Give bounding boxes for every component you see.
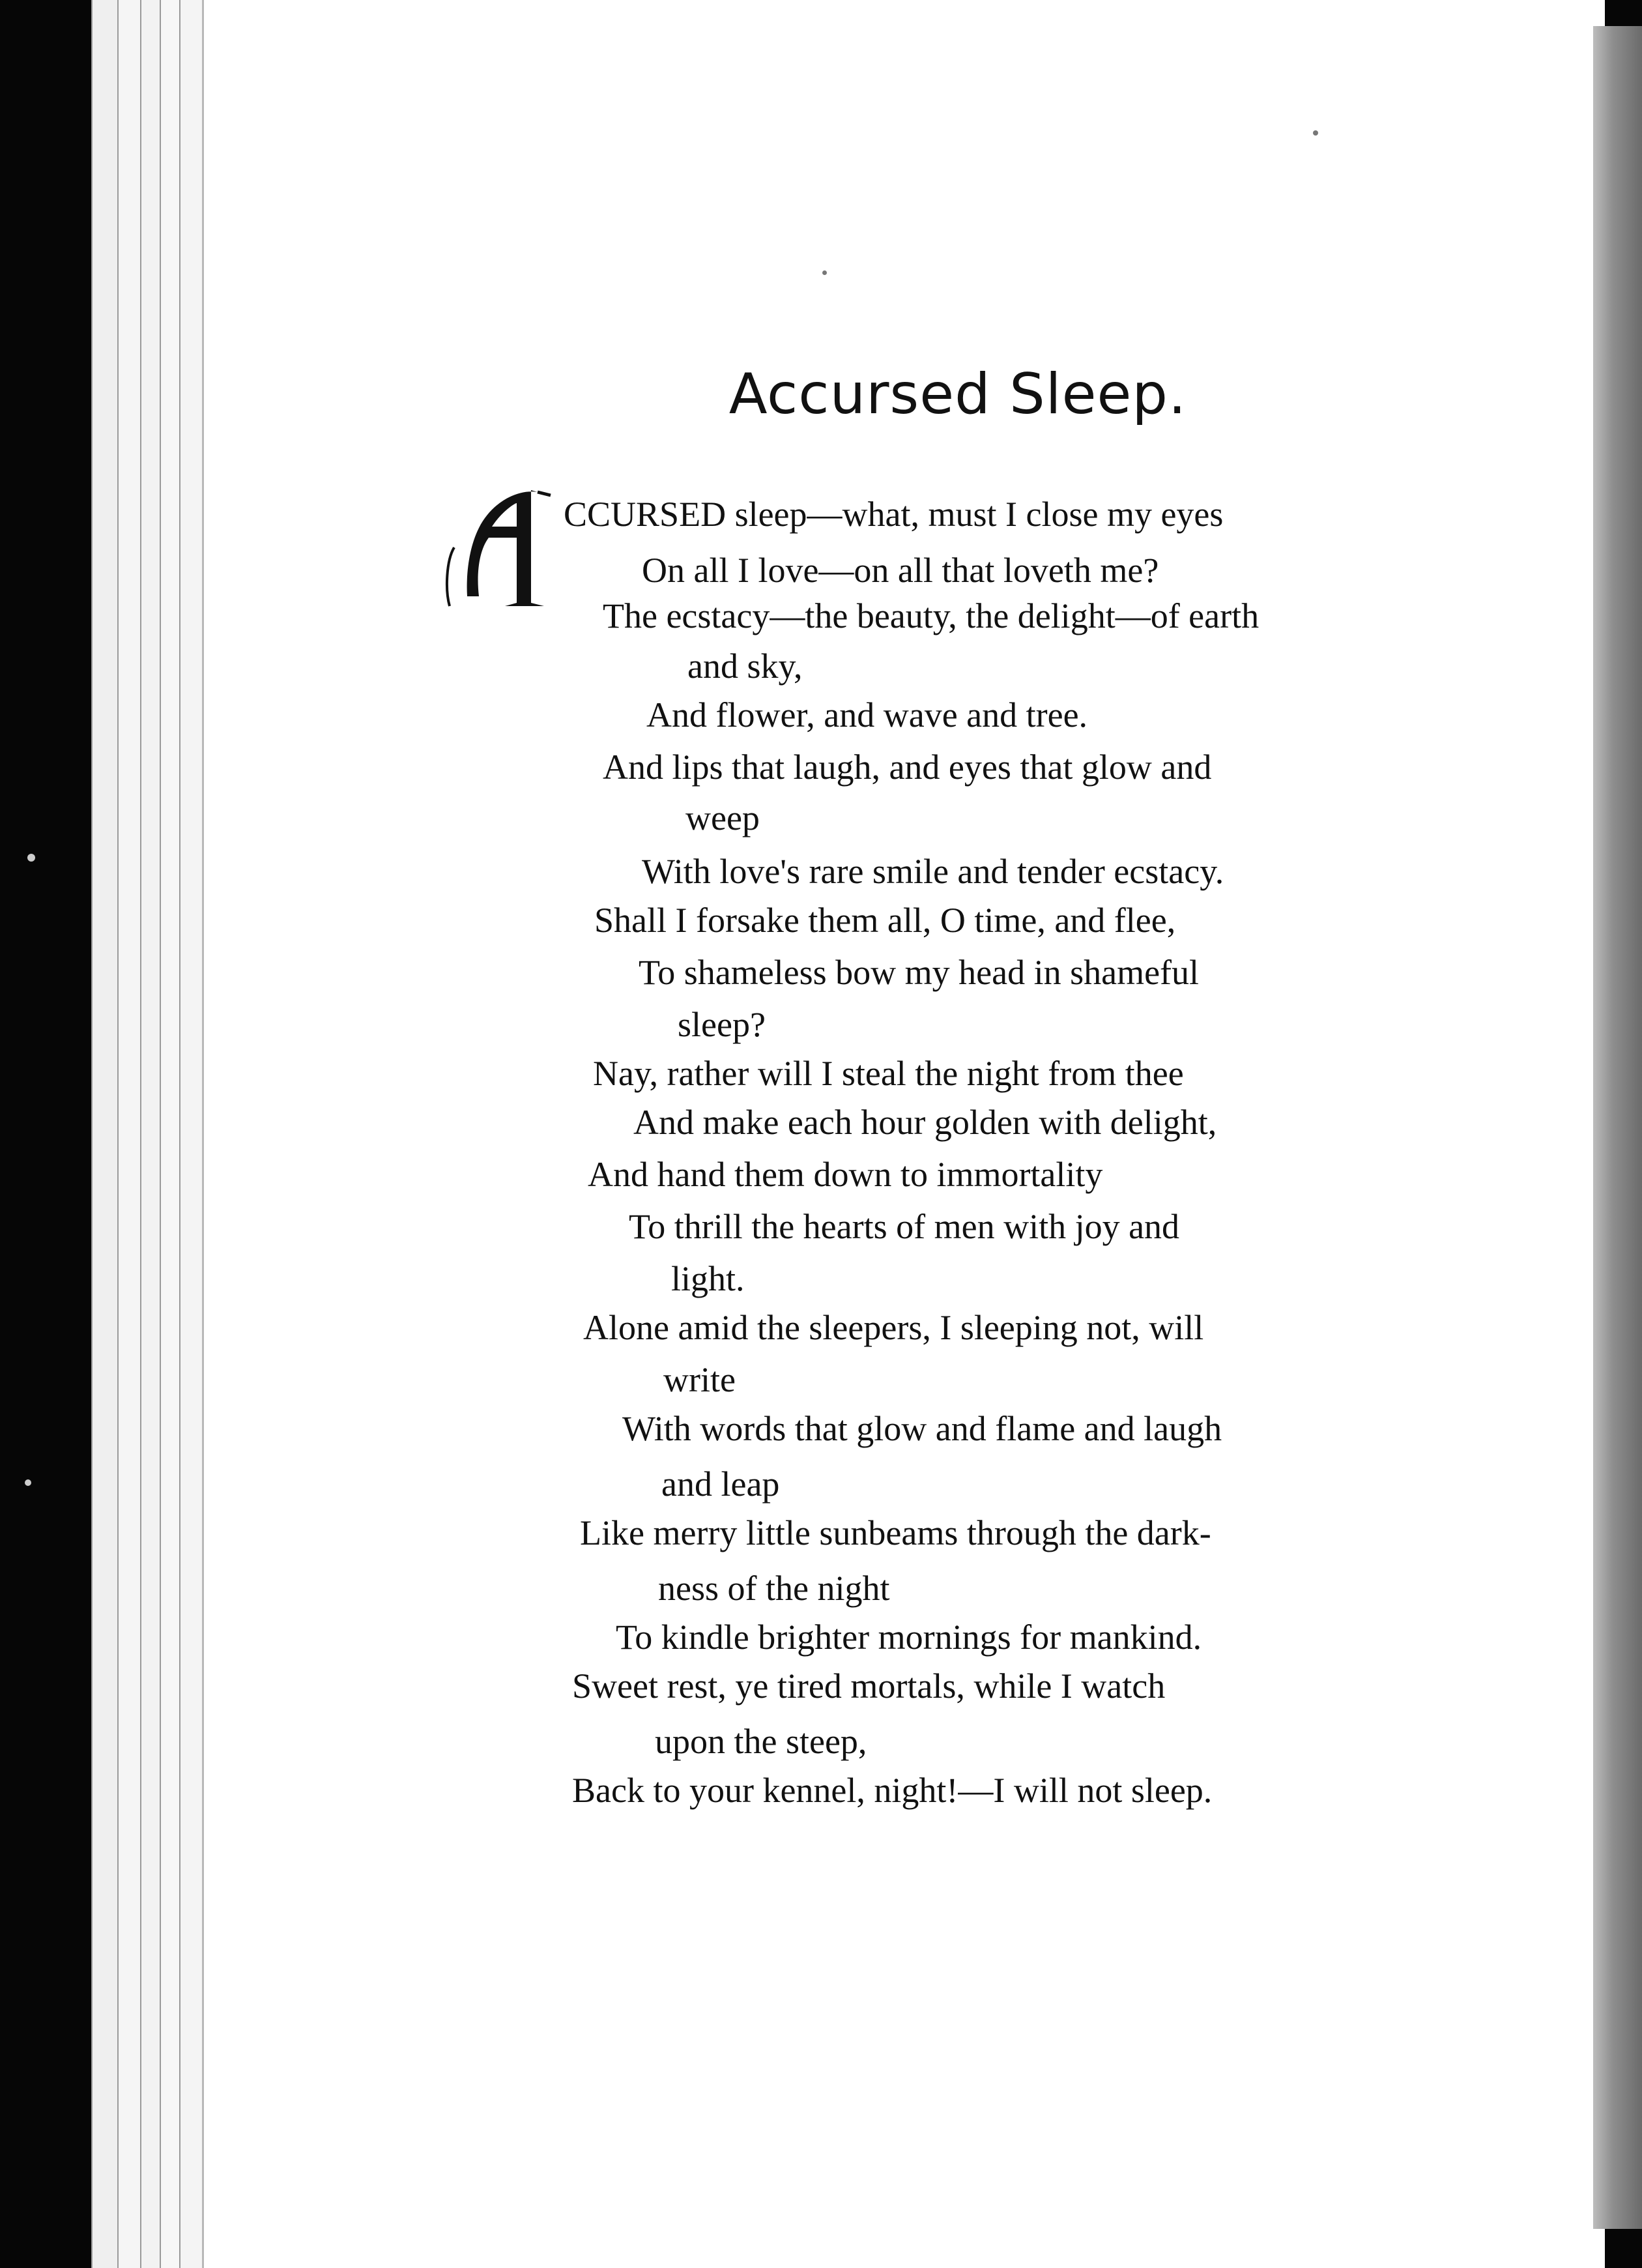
poem-line: Back to your kennel, night!—I will not sleep.	[572, 1771, 1213, 1810]
poem-line: And flower, and wave and tree.	[646, 695, 1088, 734]
poem-line: ness of the night	[658, 1569, 890, 1608]
poem-line: On all I love—on all that loveth me?	[642, 551, 1159, 590]
poem-line: Alone amid the sleepers, I sleeping not, will	[583, 1308, 1204, 1347]
poem-line: light.	[671, 1259, 745, 1298]
poem-line: And hand them down to immortality	[588, 1155, 1103, 1194]
poem-line: upon the steep,	[655, 1722, 867, 1761]
poem-line: The ecstacy—the beauty, the delight—of earth	[603, 596, 1260, 635]
poem-title: Accursed Sleep.	[728, 362, 1187, 427]
poem-line: write	[663, 1360, 736, 1399]
poem-line: Nay, rather will I steal the night from thee	[593, 1054, 1184, 1093]
poem-line: With words that glow and flame and laugh	[622, 1409, 1222, 1448]
poem-line: To thrill the hearts of men with joy and	[629, 1207, 1180, 1246]
poem-line: Like merry little sunbeams through the dark-	[580, 1513, 1211, 1552]
poem-line: With love's rare smile and tender ecstacy.	[642, 852, 1224, 891]
poem-line: CCURSED sleep—what, must I close my eyes	[564, 495, 1224, 534]
poem-line: To kindle brighter mornings for mankind.	[616, 1618, 1202, 1657]
poem-line: and leap	[661, 1464, 780, 1504]
poem-line: And lips that laugh, and eyes that glow and	[603, 748, 1212, 787]
poem-line: sleep?	[678, 1005, 766, 1044]
poem-line: Sweet rest, ye tired mortals, while I watch	[572, 1666, 1166, 1706]
poem-line: and sky,	[687, 647, 803, 686]
poem-line: weep	[685, 798, 760, 837]
poem-line: Shall I forsake them all, O time, and flee,	[594, 901, 1176, 940]
poem-line: And make each hour golden with delight,	[633, 1103, 1217, 1142]
poem-line: To shameless bow my head in shameful	[639, 953, 1200, 992]
